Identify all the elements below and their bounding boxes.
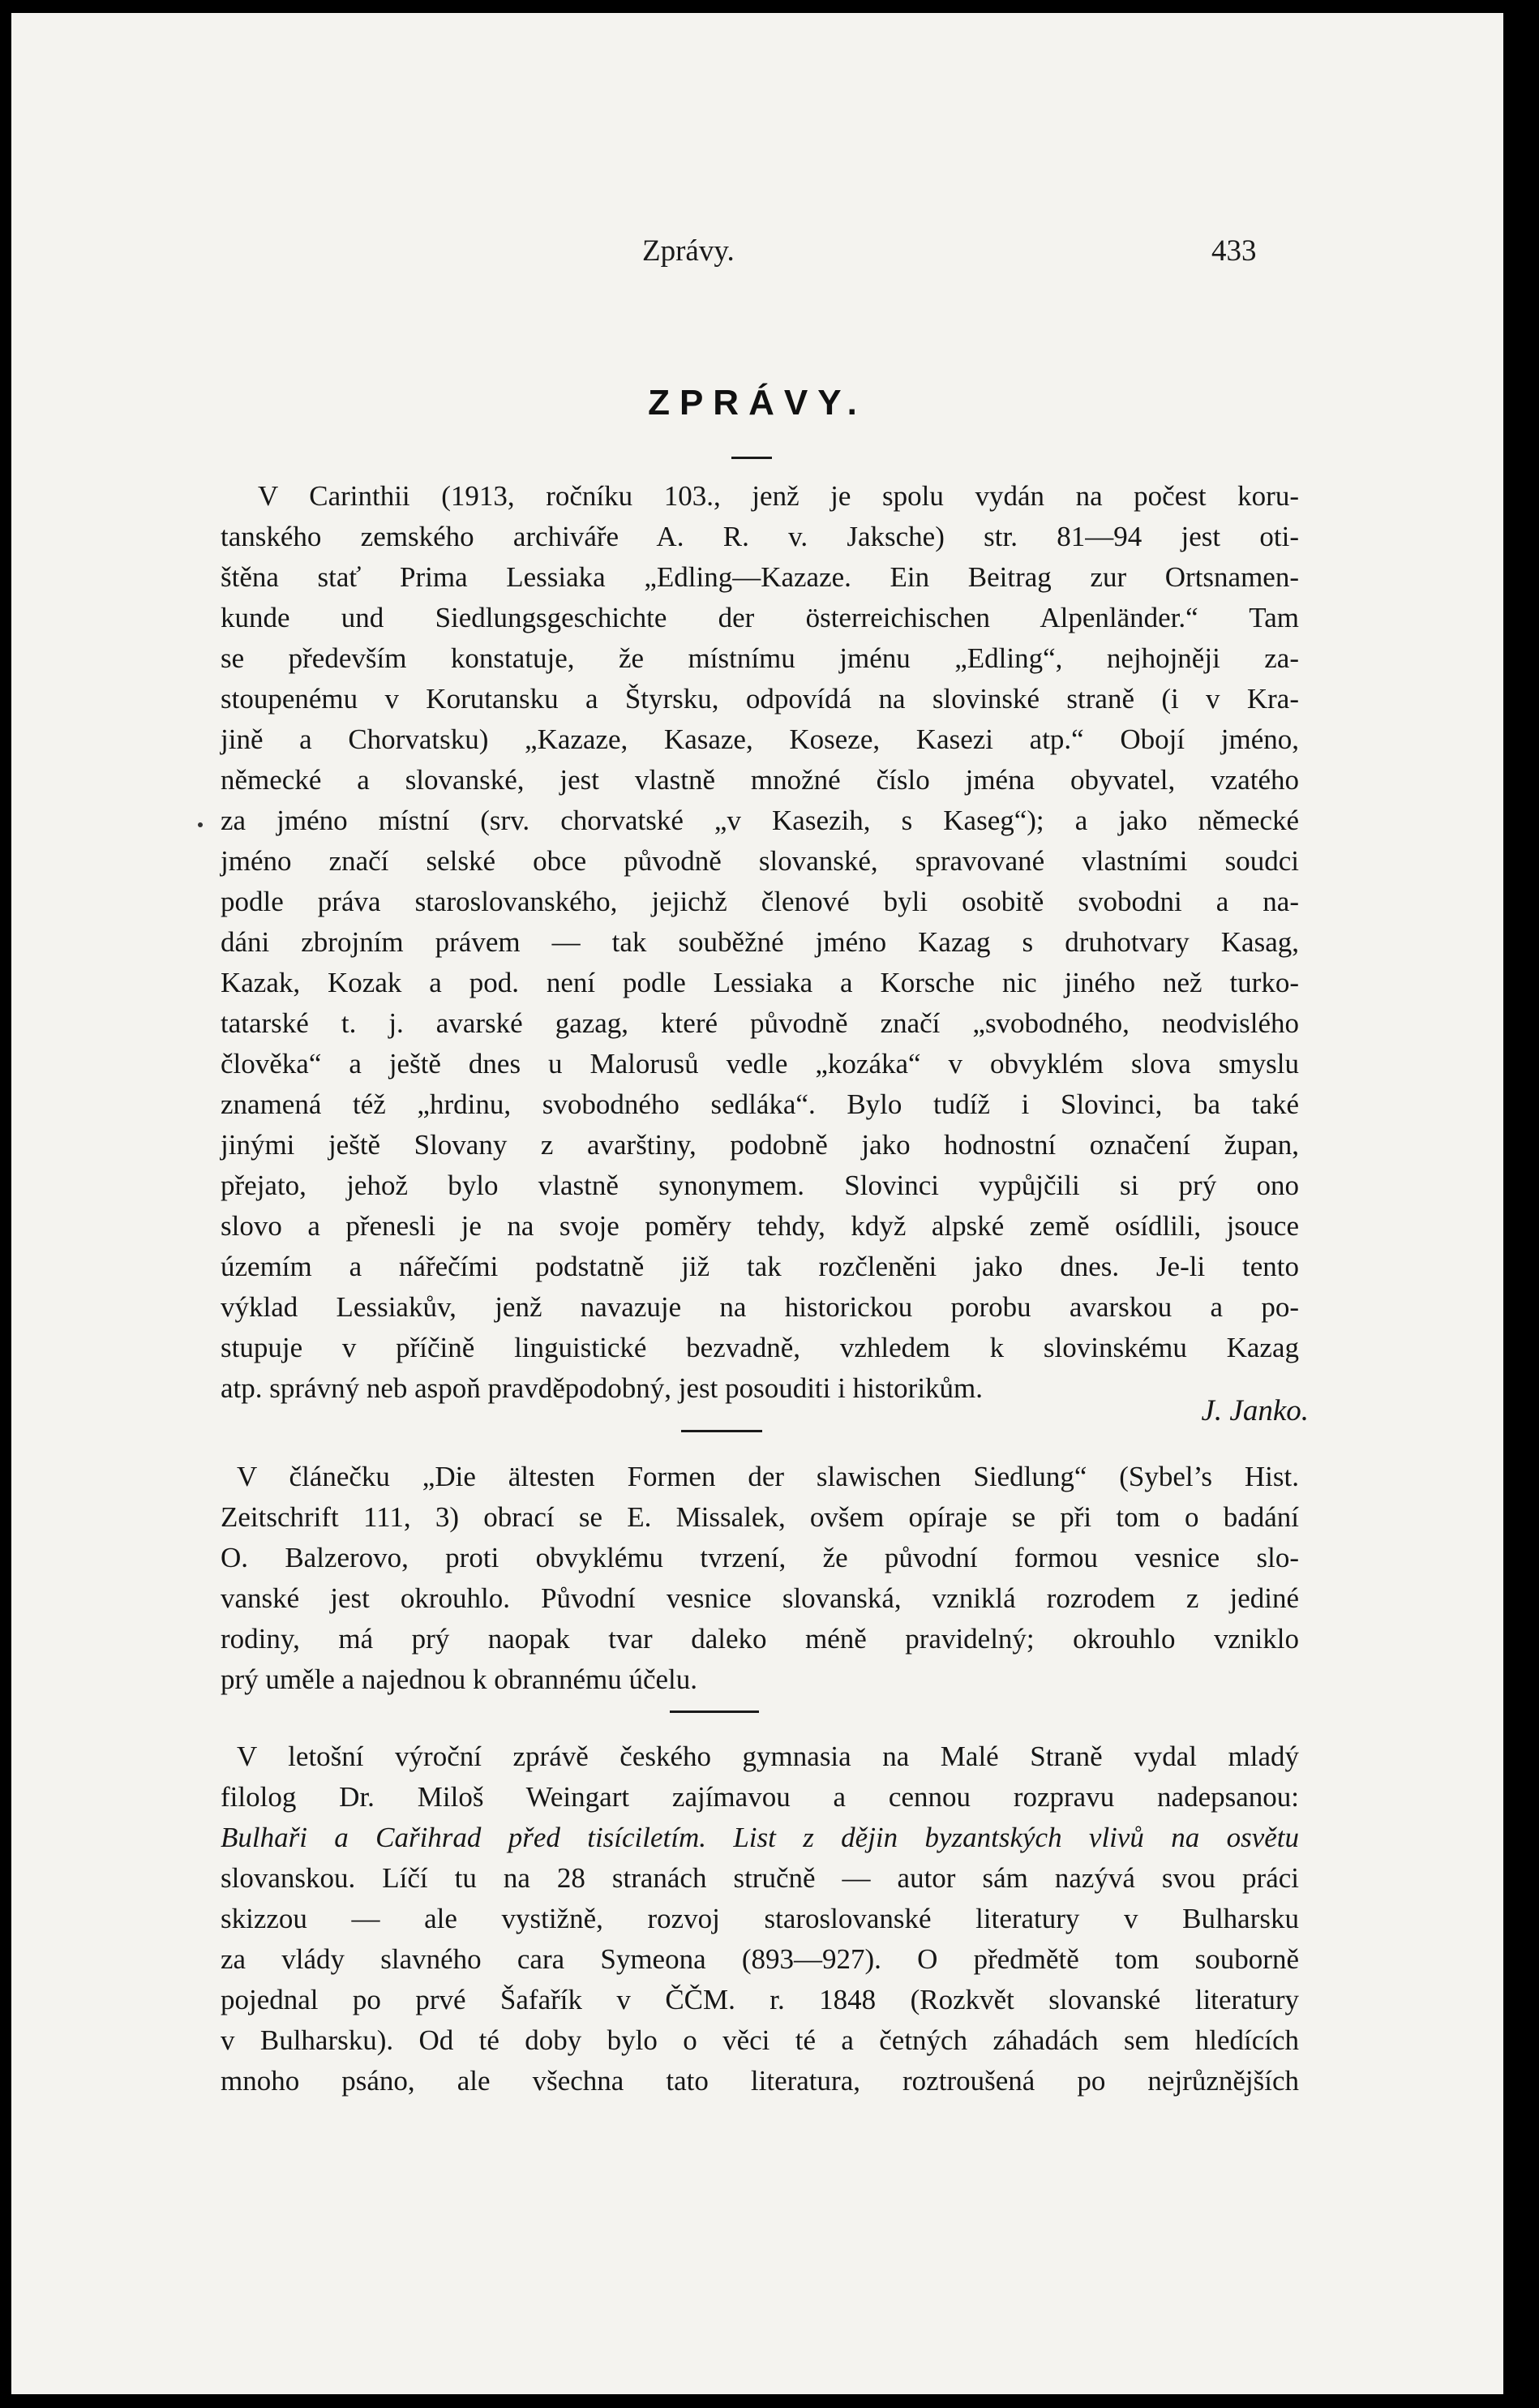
article-1-line: štěna stať Prima Lessiaka „Edling—Kazaze. Ein Beitrag zur Ortsnamen- [221, 561, 1299, 593]
article-2-line: Zeitschrift 111, 3) obrací se E. Missalek, ovšem opíraje se při tom o badání [221, 1501, 1299, 1533]
article-2-line: prý uměle a najednou k obrannému účelu. [221, 1663, 697, 1695]
margin-mark [198, 822, 203, 827]
article-1-line: dáni zbrojním právem — tak souběžné jméno Kazag s druhotvary Kasag, [221, 926, 1299, 958]
article-1-line: jméno značí selské obce původně slovanské, spravované vlastními soudci [221, 845, 1299, 877]
article-2 [221, 1457, 1299, 1700]
article-2-line: rodiny, má prý naopak tvar daleko méně pravidelný; okrouhlo vzniklo [221, 1623, 1299, 1655]
article-1-line: znamená též „hrdinu, svobodného sedláka“. Bylo tudíž i Slovinci, ba také [221, 1088, 1299, 1120]
article-1-line: kunde und Siedlungsgeschichte der österreichischen Alpenländer.“ Tam [221, 602, 1299, 633]
signature: J. Janko. [1201, 1394, 1309, 1427]
article-3-line: V letošní výroční zprávě českého gymnasia na Malé Straně vydal mladý [237, 1741, 1299, 1772]
section-title: ZPRÁVY. [648, 383, 867, 423]
article-2-line: vanské jest okrouhlo. Původní vesnice slovanská, vzniklá rozrodem z jediné [221, 1582, 1299, 1614]
page-number: 433 [1211, 234, 1257, 268]
article-1-line: podle práva staroslovanského, jejichž členové byli osobitě svobodni a na- [221, 886, 1299, 917]
article-1-line: územím a nářečími podstatně již tak rozčleněni jako dnes. Je-li tento [221, 1251, 1299, 1282]
article-1-line: jině a Chorvatsku) „Kazaze, Kasaze, Koseze, Kasezi atp.“ Obojí jméno, [221, 723, 1299, 755]
article-3-line: filolog Dr. Miloš Weingart zajímavou a cennou rozpravu nadepsanou: [221, 1781, 1299, 1813]
article-3 [221, 1736, 1299, 2101]
article-1-line: výklad Lessiakův, jenž navazuje na historickou porobu avarskou a po- [221, 1291, 1299, 1323]
article-1-line: stupuje v příčině linguistické bezvadně, vzhledem k slovinskému Kazag [221, 1332, 1299, 1363]
article-3-line: za vlády slavného cara Symeona (893—927). O předmětě tom souborně [221, 1943, 1299, 1975]
article-1-line: V Carinthii (1913, ročníku 103., jenž je spolu vydán na počest koru- [258, 480, 1299, 512]
running-head [11, 234, 1503, 282]
article-3-line: mnoho psáno, ale všechna tato literatura, roztroušená po nejrůznějších [221, 2065, 1299, 2097]
article-1-line: za jméno místní (srv. chorvatské „v Kasezih, s Kaseg“); a jako německé [221, 805, 1299, 836]
article-1-line: Kazak, Kozak a pod. není podle Lessiaka a Korsche nic jiného než turko- [221, 967, 1299, 998]
article-1-line: člověka“ a ještě dnes u Malorusů vedle „kozáka“ v obvyklém slova smyslu [221, 1048, 1299, 1080]
separator-rule [681, 1430, 762, 1432]
article-3-line: pojednal po prvé Šafařík v ČČM. r. 1848 (Rozkvět slovanské literatury [221, 1984, 1299, 2015]
article-1-line: německé a slovanské, jest vlastně množné číslo jména obyvatel, vzatého [221, 764, 1299, 796]
article-1-line: tatarské t. j. avarské gazag, které původně značí „svobodného, neodvislého [221, 1007, 1299, 1039]
article-3-line: v Bulharsku). Od té doby bylo o věci té a četných záhadách sem hledících [221, 2024, 1299, 2056]
title-rule [731, 457, 772, 459]
article-3-line: Bulhaři a Cařihrad před tisíciletím. List z dějin byzantských vlivů na osvětu [221, 1822, 1299, 1853]
document-page [11, 13, 1503, 2394]
article-1-line: tanského zemského archiváře A. R. v. Jaksche) str. 81—94 jest oti- [221, 521, 1299, 552]
article-1-line: stoupenému v Korutansku a Štyrsku, odpovídá na slovinské straně (i v Kra- [221, 683, 1299, 715]
separator-rule [670, 1710, 759, 1713]
article-2-line: O. Balzerovo, proti obvyklému tvrzení, že původní formou vesnice slo- [221, 1542, 1299, 1573]
article-1-line: slovo a přenesli je na svoje poměry tehdy, když alpské země osídlili, jsouce [221, 1210, 1299, 1242]
article-1-line: atp. správný neb aspoň pravděpodobný, jest posouditi i historikům. [221, 1372, 984, 1404]
article-1-line: se především konstatuje, že místnímu jménu „Edling“, nejhojněji za- [221, 642, 1299, 674]
article-2-line: V článečku „Die ältesten Formen der slawischen Siedlung“ (Sybel’s Hist. [237, 1461, 1299, 1492]
article-3-line: slovanskou. Líčí tu na 28 stranách stručně — autor sám nazývá svou práci [221, 1862, 1299, 1894]
running-title: Zprávy. [642, 234, 735, 268]
article-1 [221, 476, 1299, 1409]
article-1-line: jinými ještě Slovany z avarštiny, podobně jako hodnostní označení župan, [221, 1129, 1299, 1161]
article-3-line: skizzou — ale vystižně, rozvoj staroslovanské literatury v Bulharsku [221, 1903, 1299, 1934]
article-1-line: přejato, jehož bylo vlastně synonymem. Slovinci vypůjčili si prý ono [221, 1170, 1299, 1201]
